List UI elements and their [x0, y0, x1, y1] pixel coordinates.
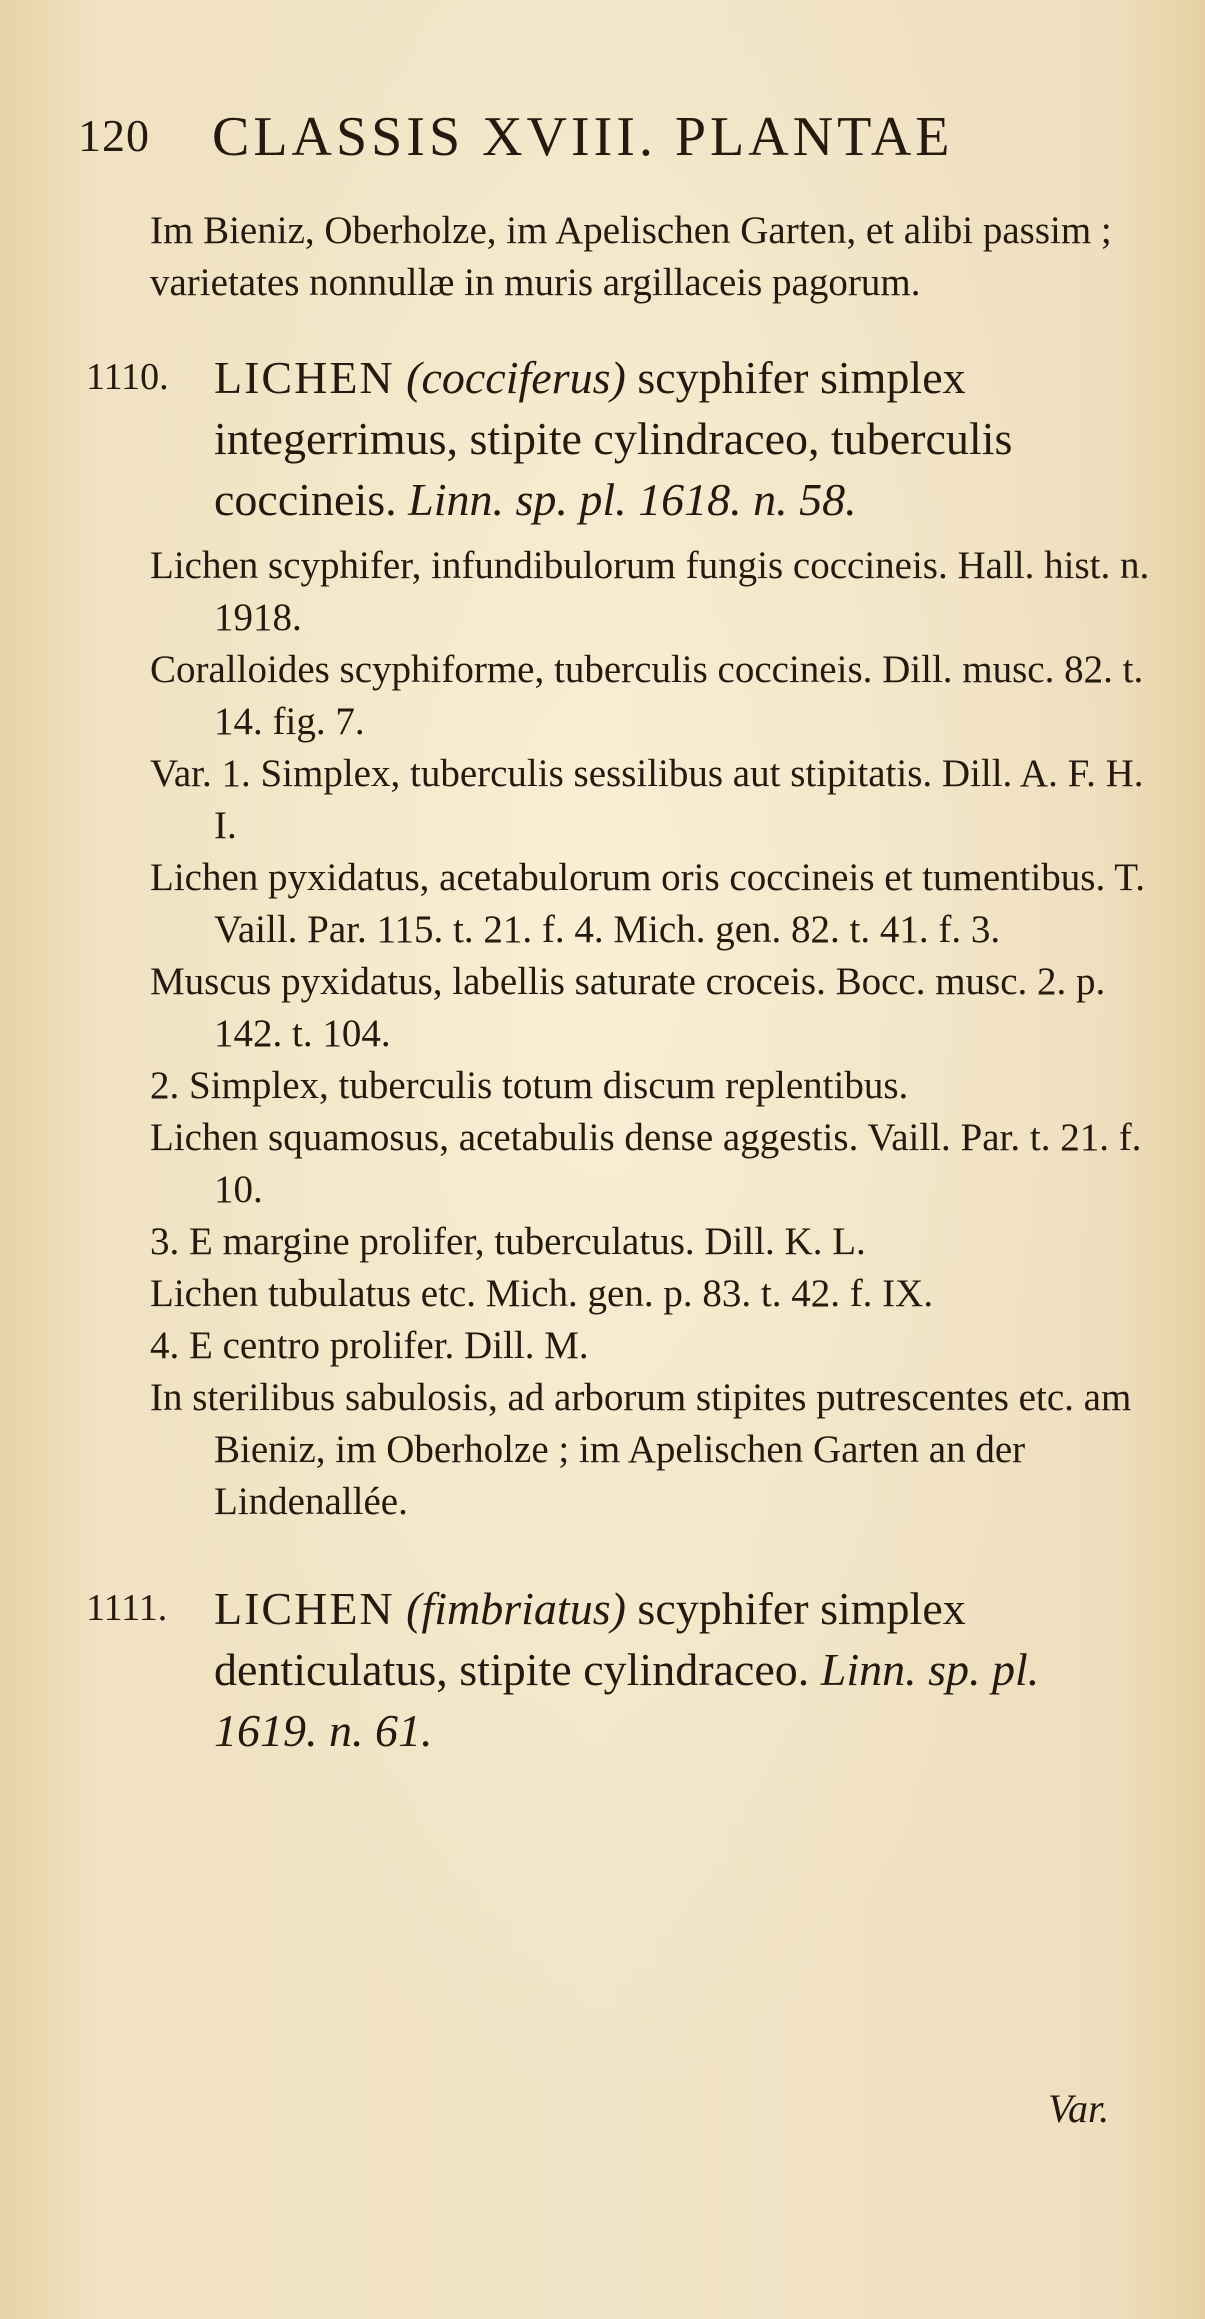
- main-text: [86, 205, 1150, 1761]
- running-title: CLASSIS XVIII. PLANTAE: [212, 106, 954, 168]
- variety-line: 3. E margine prolifer, tuberculatus. Dill. K. L.: [150, 1220, 866, 1263]
- species-epithet: (cocciferus): [406, 352, 626, 403]
- page-header: [78, 105, 1138, 168]
- species-epithet: (fimbriatus): [406, 1583, 626, 1634]
- entry-number: 1111.: [86, 1587, 168, 1629]
- synonym-line: Lichen scyphifer, infundibulorum fungis coccineis. Hall. hist. n. 1918.: [150, 544, 1150, 639]
- species-reference: Linn. sp. pl. 1619. n. 61.: [214, 1644, 1040, 1756]
- variety-line: 2. Simplex, tuberculis totum discum replentibus.: [150, 1064, 909, 1107]
- variety-line: Var. 1. Simplex, tuberculis sessilibus aut stipitatis. Dill. A. F. H. I.: [150, 752, 1144, 847]
- entry-number: 1110.: [86, 356, 169, 398]
- habitat-line: In sterilibus sabulosis, ad arborum stipites putrescentes etc. am Bieniz, im Oberholze ; im Apelischen Garten an der Lindenallée.: [150, 1376, 1132, 1523]
- page-number: 120: [78, 110, 150, 161]
- synonym-line: Coralloides scyphiforme, tuberculis coccineis. Dill. musc. 82. t. 14. fig. 7.: [150, 648, 1144, 743]
- species-reference: Linn. sp. pl. 1618. n. 58.: [408, 474, 857, 525]
- species-entry-1110: [86, 347, 1150, 530]
- synonym-line: Muscus pyxidatus, labellis saturate croceis. Bocc. musc. 2. p. 142. t. 104.: [150, 960, 1106, 1055]
- species-entry-1111: [86, 1578, 1150, 1761]
- synonym-line: Lichen tubulatus etc. Mich. gen. p. 83. t. 42. f. IX.: [150, 1272, 934, 1315]
- species-description: scyphifer simplex denticulatus, stipite cylindraceo.: [214, 1583, 966, 1695]
- catchword: Var.: [1048, 2086, 1110, 2131]
- genus-name: LICHEN: [214, 352, 395, 403]
- genus-name: LICHEN: [214, 1583, 395, 1634]
- species-description: scyphifer simplex integerrimus, stipite cylindraceo, tuberculis coccineis.: [214, 352, 1013, 525]
- synonym-line: Lichen squamosus, acetabulis dense aggestis. Vaill. Par. t. 21. f. 10.: [150, 1116, 1142, 1211]
- synonym-line: Lichen pyxidatus, acetabulorum oris coccineis et tumentibus. T. Vaill. Par. 115. t. 21. f. 4. Mich. gen. 82. t. 41. f. 3.: [150, 856, 1145, 951]
- intro-paragraph: Im Bieniz, Oberholze, im Apelischen Garten, et alibi passim ; varietates nonnullæ in muris argillaceis pagorum.: [150, 209, 1112, 304]
- variety-line: 4. E centro prolifer. Dill. M.: [150, 1324, 589, 1367]
